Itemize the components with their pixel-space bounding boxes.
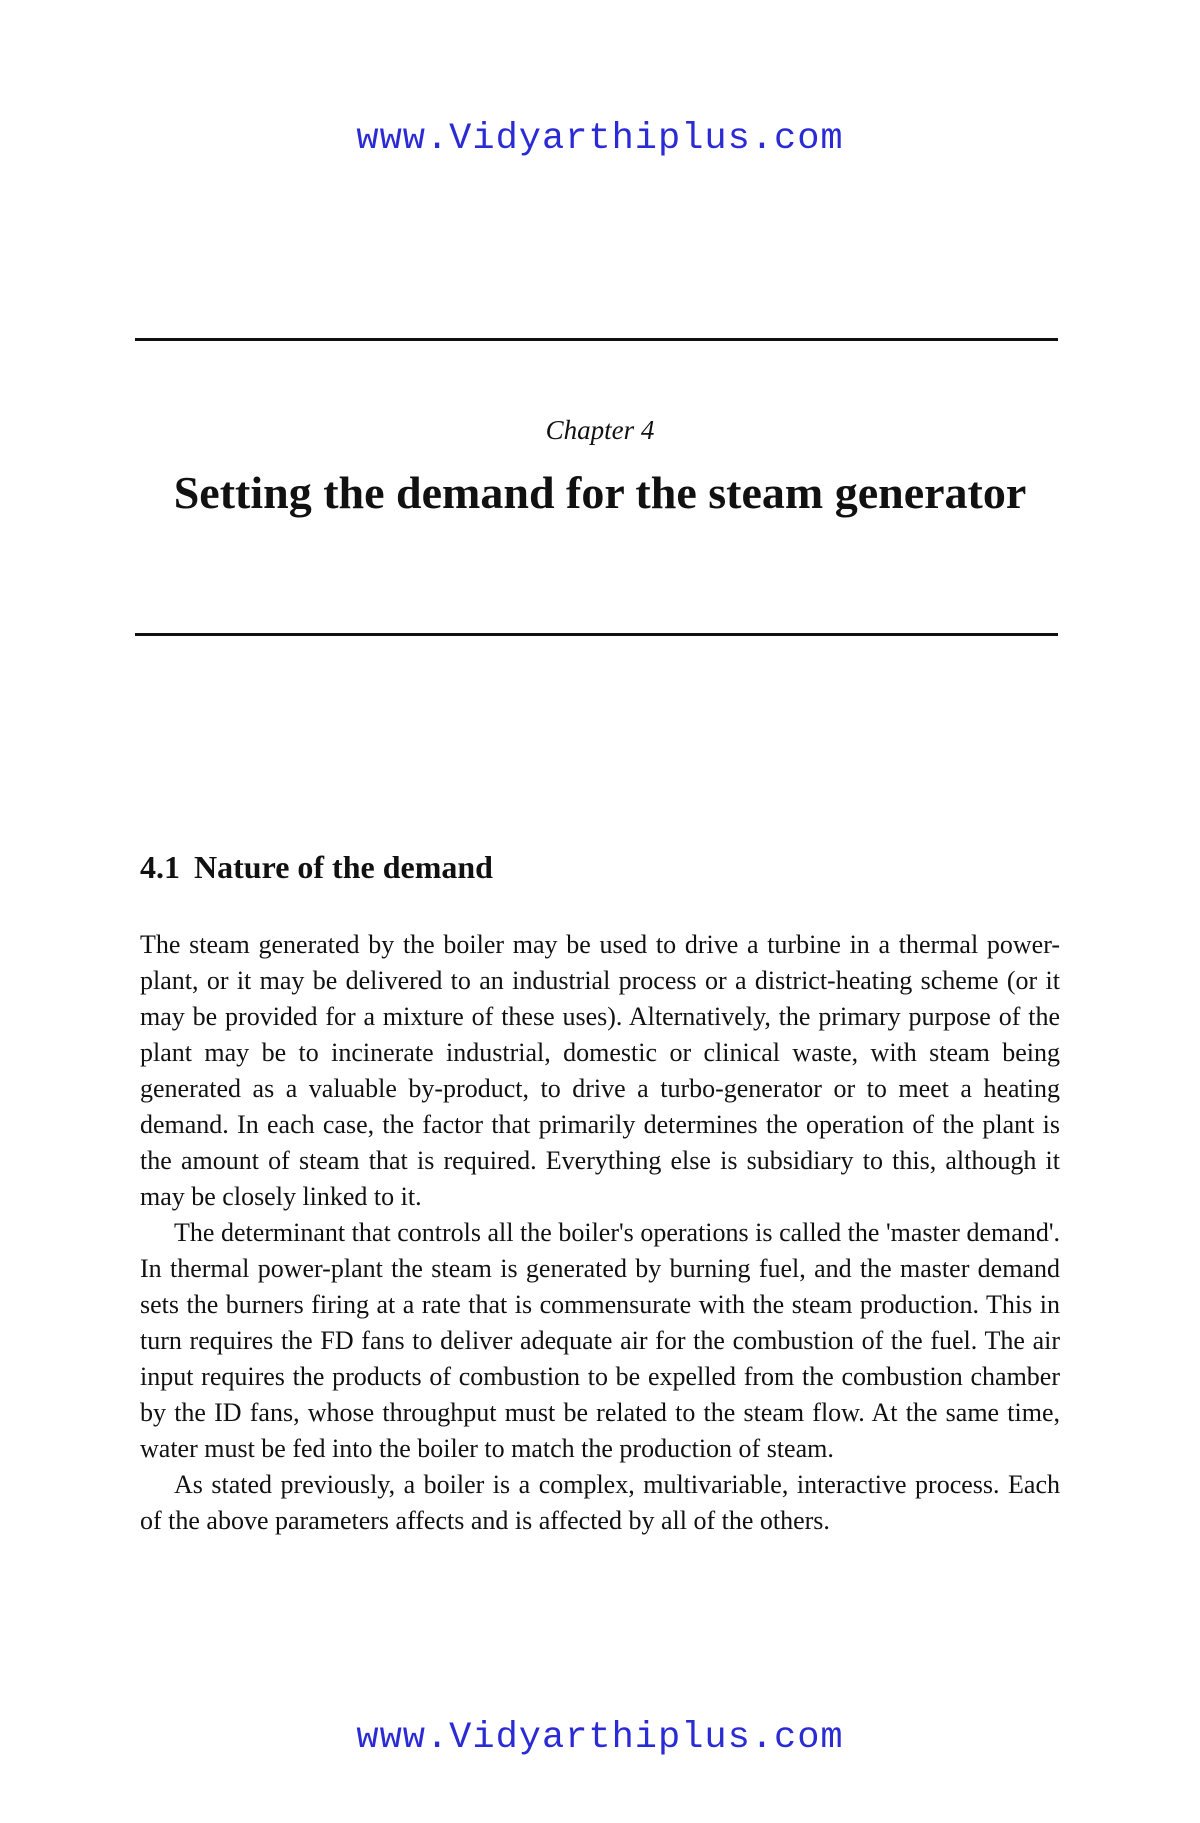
- paragraph: The determinant that controls all the boiler's operations is called the 'master demand'. In thermal power-plant the steam is generated by burning fuel, and the master demand sets the burners firing at a rate that is commensurate with the steam production. This in turn requires the FD fans to deliver adequate air for the combustion of the fuel. The air input requires the products of combustion to be expelled from the combustion chamber by the ID fans, whose throughput must be related to the steam flow. At the same time, water must be fed into the boiler to match the production of steam.: [140, 1218, 1060, 1463]
- watermark-bottom: www.Vidyarthiplus.com: [356, 1717, 844, 1759]
- section-number: 4.1: [140, 849, 180, 885]
- section-title: Nature of the demand: [194, 849, 493, 885]
- watermark-top: www.Vidyarthiplus.com: [356, 118, 844, 160]
- paragraph: The steam generated by the boiler may be used to drive a turbine in a thermal power-plant, or it may be delivered to an industrial process or a district-heating scheme (or it may be provided for a mixture of these uses). Alternatively, the primary purpose of the plant may be to incinerate industrial, domestic or clinical waste, with steam being generated as a valuable by-product, to drive a turbo-generator or to meet a heating demand. In each case, the factor that primarily determines the operation of the plant is the amount of steam that is required. Everything else is subsidiary to this, although it may be closely linked to it.: [140, 930, 1060, 1211]
- paragraph: As stated previously, a boiler is a complex, multivariable, interactive process. Each of the above parameters affects and is affected by all of the others.: [140, 1470, 1060, 1535]
- chapter-rule-top: [135, 338, 1058, 341]
- chapter-label: Chapter 4: [545, 415, 655, 445]
- body-text: [140, 927, 1060, 1539]
- chapter-rule-bottom: [135, 633, 1058, 636]
- chapter-title: Setting the demand for the steam generator: [173, 467, 1027, 518]
- section-heading: [140, 849, 493, 886]
